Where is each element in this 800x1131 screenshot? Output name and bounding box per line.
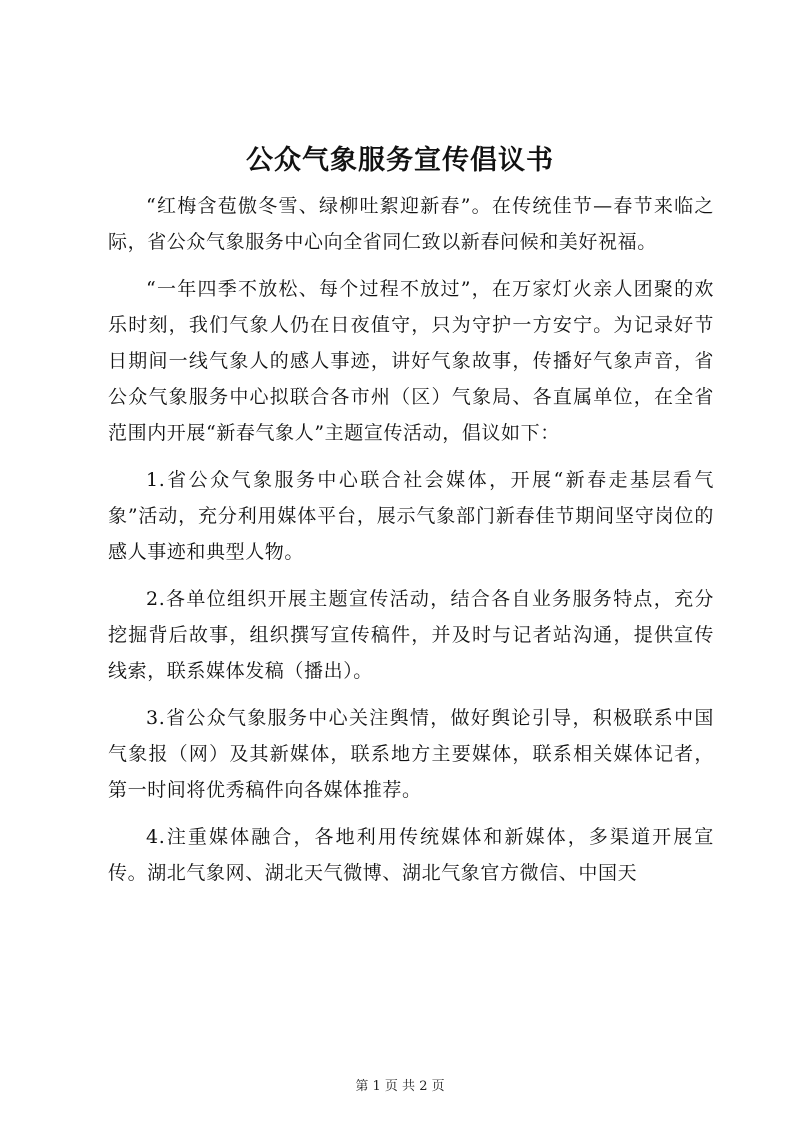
paragraph-item-4: 4.注重媒体融合，各地利用传统媒体和新媒体，多渠道开展宣传。湖北气象网、湖北天气微博、湖北气象官方微信、中国天 — [108, 826, 714, 884]
paragraph-greeting: “红梅含苞傲冬雪、绿柳吐絮迎新春”。在传统佳节—春节来临之际，省公众气象服务中心向全省同仁致以新春问候和美好祝福。 — [108, 195, 714, 253]
paragraph-item-3: 3.省公众气象服务中心关注舆情，做好舆论引导，积极联系中国气象报（网）及其新媒体，联系地方主要媒体，联系相关媒体记者，第一时间将优秀稿件向各媒体推荐。 — [108, 707, 714, 801]
document-title: 公众气象服务宣传倡议书 — [246, 145, 554, 176]
page-footer: 第 1 页 共 2 页 — [355, 1079, 445, 1094]
paragraph-item-1: 1.省公众气象服务中心联合社会媒体，开展“新春走基层看气象”活动，充分利用媒体平台，展示气象部门新春佳节期间坚守岗位的感人事迹和典型人物。 — [108, 469, 714, 563]
document-body — [108, 188, 714, 902]
paragraph-intro: “一年四季不放松、每个过程不放过”，在万家灯火亲人团聚的欢乐时刻，我们气象人仍在日夜值守，只为守护一方安宁。为记录好节日期间一线气象人的感人事迹，讲好气象故事，传播好气象声音，省公众气象服务中心拟联合各市州（区）气象局、各直属单位，在全省范围内开展“新春气象人”主题宣传活动，倡议如下： — [108, 278, 714, 444]
paragraph-item-2: 2.各单位组织开展主题宣传活动，结合各自业务服务特点，充分挖掘背后故事，组织撰写宣传稿件，并及时与记者站沟通，提供宣传线索，联系媒体发稿（播出）。 — [108, 588, 714, 682]
